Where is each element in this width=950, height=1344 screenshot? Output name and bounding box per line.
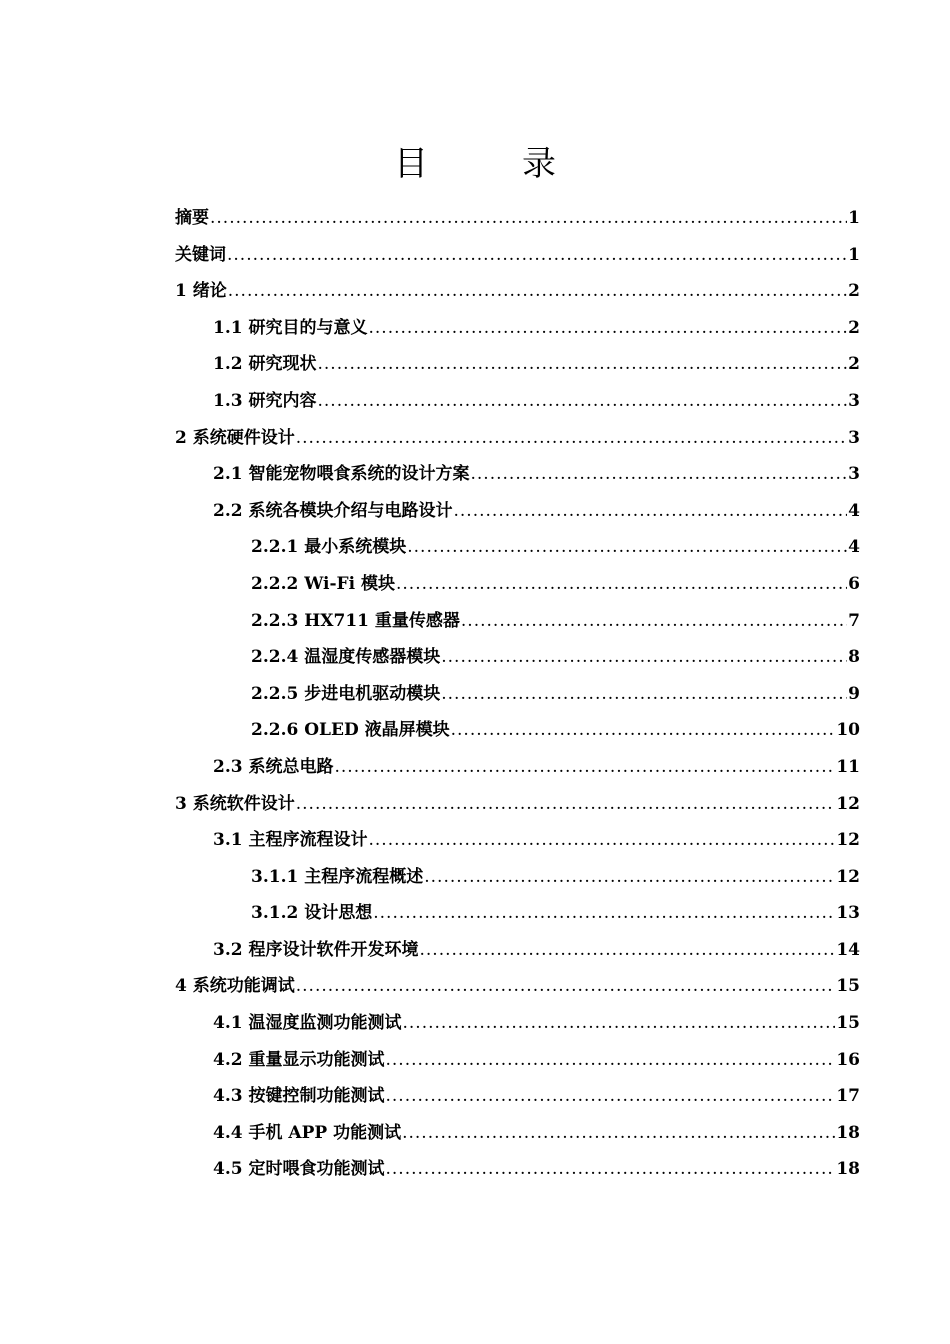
toc-entry-label: 4.3 按键控制功能测试 bbox=[213, 1086, 385, 1107]
toc-entry[interactable] bbox=[175, 749, 860, 786]
toc-entry-page: 3 bbox=[848, 427, 860, 448]
toc-entry[interactable] bbox=[175, 603, 860, 640]
toc-leader-dots bbox=[386, 1151, 836, 1188]
toc-leader-dots bbox=[296, 420, 847, 457]
toc-leader-dots bbox=[407, 529, 847, 566]
toc-entry-label: 2.1 智能宠物喂食系统的设计方案 bbox=[213, 464, 470, 485]
toc-entry-page: 12 bbox=[836, 830, 860, 851]
toc-entry-label: 4 系统功能调试 bbox=[175, 976, 295, 997]
toc-entry[interactable] bbox=[175, 383, 860, 420]
toc-entry-label: 2.2 系统各模块介绍与电路设计 bbox=[213, 500, 453, 521]
toc-entry[interactable] bbox=[175, 968, 860, 1005]
toc-entry[interactable] bbox=[175, 639, 860, 676]
toc-entry-label: 3.1.1 主程序流程概述 bbox=[251, 866, 424, 887]
toc-entry-page: 3 bbox=[848, 390, 860, 411]
toc-leader-dots bbox=[369, 310, 848, 347]
toc-entry[interactable] bbox=[175, 712, 860, 749]
toc-entry-label: 4.4 手机 APP 功能测试 bbox=[213, 1122, 402, 1143]
toc-entry-label: 4.1 温湿度监测功能测试 bbox=[213, 1013, 402, 1034]
toc-entry-page: 9 bbox=[848, 683, 860, 704]
toc-leader-dots bbox=[441, 676, 847, 713]
toc-entry-page: 1 bbox=[848, 244, 860, 265]
toc-entry-label: 1.2 研究现状 bbox=[213, 354, 317, 375]
toc-entry-page: 2 bbox=[848, 281, 860, 302]
toc-entry-page: 13 bbox=[836, 903, 860, 924]
toc-leader-dots bbox=[386, 1078, 836, 1115]
toc-entry-page: 12 bbox=[836, 793, 860, 814]
toc-entry-page: 4 bbox=[848, 500, 860, 521]
toc-entry[interactable] bbox=[175, 822, 860, 859]
toc-entry-page: 18 bbox=[836, 1122, 860, 1143]
toc-entry[interactable] bbox=[175, 420, 860, 457]
toc-entry-page: 8 bbox=[848, 647, 860, 668]
toc-entry-page: 2 bbox=[848, 317, 860, 338]
toc-leader-dots bbox=[454, 493, 848, 530]
toc-entry-page: 15 bbox=[836, 976, 860, 997]
toc-leader-dots bbox=[451, 712, 836, 749]
toc-entry[interactable] bbox=[175, 310, 860, 347]
toc-entry-page: 12 bbox=[836, 866, 860, 887]
toc-entry-page: 16 bbox=[836, 1049, 860, 1070]
toc-leader-dots bbox=[296, 968, 836, 1005]
toc-entry-label: 4.5 定时喂食功能测试 bbox=[213, 1159, 385, 1180]
toc-entry-label: 2.2.2 Wi-Fi 模块 bbox=[251, 573, 395, 594]
toc-leader-dots bbox=[424, 859, 835, 896]
toc-entry[interactable] bbox=[175, 200, 860, 237]
toc-entry[interactable] bbox=[175, 859, 860, 896]
toc-entry[interactable] bbox=[175, 1005, 860, 1042]
toc-leader-dots bbox=[227, 237, 847, 274]
toc-entry-page: 11 bbox=[836, 756, 860, 777]
toc-leader-dots bbox=[402, 1115, 835, 1152]
toc-entry[interactable] bbox=[175, 895, 860, 932]
toc-entry[interactable] bbox=[175, 676, 860, 713]
toc-entry-label: 摘要 bbox=[175, 208, 209, 228]
toc-leader-dots bbox=[373, 895, 835, 932]
toc-entry-label: 2.2.1 最小系统模块 bbox=[251, 537, 407, 558]
page-title: 目 录 bbox=[394, 144, 586, 184]
toc-leader-dots bbox=[210, 200, 847, 237]
toc-leader-dots bbox=[386, 1042, 836, 1079]
toc-leader-dots bbox=[441, 639, 847, 676]
toc-entry[interactable] bbox=[175, 529, 860, 566]
toc-entry[interactable] bbox=[175, 1115, 860, 1152]
toc-entry-label: 2.2.4 温湿度传感器模块 bbox=[251, 647, 441, 668]
toc-entry-page: 2 bbox=[848, 354, 860, 375]
toc-leader-dots bbox=[318, 346, 848, 383]
toc-entry[interactable] bbox=[175, 786, 860, 823]
toc-entry-page: 3 bbox=[848, 464, 860, 485]
toc-entry-label: 关键词 bbox=[175, 244, 226, 265]
toc-entry-label: 2.3 系统总电路 bbox=[213, 756, 334, 777]
toc-entry-label: 3 系统软件设计 bbox=[175, 793, 295, 814]
toc-entry[interactable] bbox=[175, 932, 860, 969]
toc-leader-dots bbox=[369, 822, 836, 859]
toc-entry-label: 2 系统硬件设计 bbox=[175, 427, 295, 448]
toc-entry[interactable] bbox=[175, 1042, 860, 1079]
toc-entry[interactable] bbox=[175, 1078, 860, 1115]
toc-entry[interactable] bbox=[175, 346, 860, 383]
toc-entry-label: 2.2.3 HX711 重量传感器 bbox=[251, 610, 460, 631]
toc-entry-label: 3.2 程序设计软件开发环境 bbox=[213, 939, 419, 960]
toc-entry-label: 2.2.5 步进电机驱动模块 bbox=[251, 683, 441, 704]
toc-entry[interactable] bbox=[175, 493, 860, 530]
toc-entry-page: 4 bbox=[848, 537, 860, 558]
toc-leader-dots bbox=[461, 603, 847, 640]
toc-entry-page: 18 bbox=[836, 1159, 860, 1180]
toc-leader-dots bbox=[420, 932, 836, 969]
toc-entry[interactable] bbox=[175, 456, 860, 493]
toc-entry-page: 14 bbox=[836, 939, 860, 960]
toc-entry[interactable] bbox=[175, 273, 860, 310]
toc-entry-label: 1.1 研究目的与意义 bbox=[213, 317, 368, 338]
toc-leader-dots bbox=[228, 273, 847, 310]
toc-entry-label: 2.2.6 OLED 液晶屏模块 bbox=[251, 720, 450, 741]
toc-entry-page: 1 bbox=[848, 208, 860, 228]
toc-leader-dots bbox=[403, 1005, 836, 1042]
toc-entry-label: 4.2 重量显示功能测试 bbox=[213, 1049, 385, 1070]
toc-leader-dots bbox=[471, 456, 848, 493]
table-of-contents bbox=[175, 200, 860, 1188]
toc-entry-label: 1.3 研究内容 bbox=[213, 390, 317, 411]
toc-entry[interactable] bbox=[175, 1151, 860, 1188]
toc-entry[interactable] bbox=[175, 566, 860, 603]
toc-entry-page: 6 bbox=[848, 573, 860, 594]
toc-leader-dots bbox=[396, 566, 847, 603]
toc-entry-label: 3.1 主程序流程设计 bbox=[213, 830, 368, 851]
toc-leader-dots bbox=[335, 749, 836, 786]
toc-entry-page: 7 bbox=[848, 610, 860, 631]
toc-entry-page: 17 bbox=[836, 1086, 860, 1107]
toc-entry-page: 15 bbox=[836, 1013, 860, 1034]
toc-leader-dots bbox=[296, 786, 836, 823]
toc-entry[interactable] bbox=[175, 237, 860, 274]
toc-leader-dots bbox=[318, 383, 848, 420]
toc-entry-label: 3.1.2 设计思想 bbox=[251, 903, 373, 924]
toc-entry-label: 1 绪论 bbox=[175, 281, 227, 302]
toc-entry-page: 10 bbox=[836, 720, 860, 741]
